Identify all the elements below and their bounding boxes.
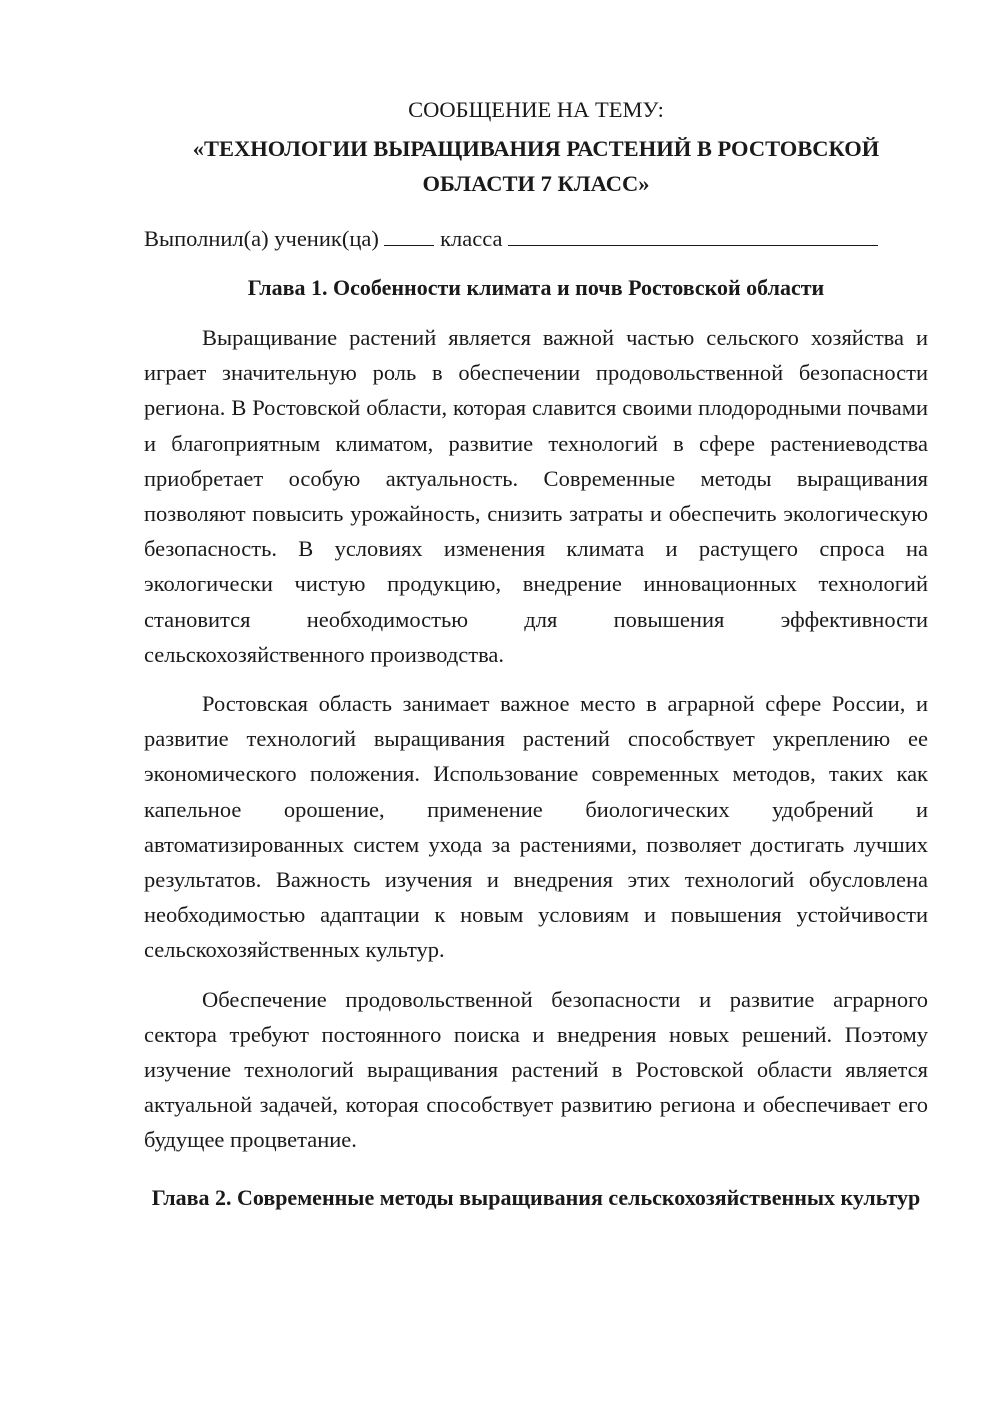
chapter-1-paragraph-2: Ростовская область занимает важное место в аграрной сфере России, и развитие технологий выращивания растений способствует укреплению ее экономического положения. Использование современных методов, таких как капельное орошение, применение биологических удобрений и автоматизированных систем ухода за растениями, позволяет достигать лучших результатов. Важность изучения и внедрения этих технологий обусловлена необходимостью адаптации к новым условиям и повышения устойчивости сельскохозяйственных культур.: [144, 691, 928, 963]
author-line: [144, 221, 928, 256]
chapter-1-paragraph-3: Обеспечение продовольственной безопасности и развитие аграрного сектора требуют постоянного поиска и внедрения новых решений. Поэтому изучение технологий выращивания растений в Ростовской области является актуальной задачей, которая способствует развитию региона и обеспечивает его будущее процветание.: [144, 986, 928, 1153]
author-middle: класса: [440, 226, 503, 251]
document-page: [144, 92, 928, 1215]
author-prefix: Выполнил(а) ученик(ца): [144, 226, 379, 251]
report-label: СООБЩЕНИЕ НА ТЕМУ:: [408, 97, 664, 122]
chapter-1-paragraph-1: Выращивание растений является важной частью сельского хозяйства и играет значительную роль в обеспечении продовольственной безопасности региона. В Ростовской области, которая славится своими плодородными почвами и благоприятным климатом, развитие технологий в сфере растениеводства приобретает особую актуальность. Современные методы выращивания позволяют повысить урожайность, снизить затраты и обеспечить экологическую безопасность. В условиях изменения климата и растущего спроса на экологически чистую продукцию, внедрение инновационных технологий становится необходимостью для повышения эффективности сельскохозяйственного производства.: [144, 325, 928, 667]
chapter-1-heading: Глава 1. Особенности климата и почв Ростовской области: [247, 275, 825, 300]
name-blank-line: [508, 221, 878, 246]
report-title: «ТЕХНОЛОГИИ ВЫРАЩИВАНИЯ РАСТЕНИЙ В РОСТОВСКОЙ ОБЛАСТИ 7 КЛАСС»: [192, 136, 880, 196]
chapter-2-heading: Глава 2. Современные методы выращивания сельскохозяйственных культур: [151, 1184, 921, 1210]
class-blank-line: [384, 221, 434, 246]
